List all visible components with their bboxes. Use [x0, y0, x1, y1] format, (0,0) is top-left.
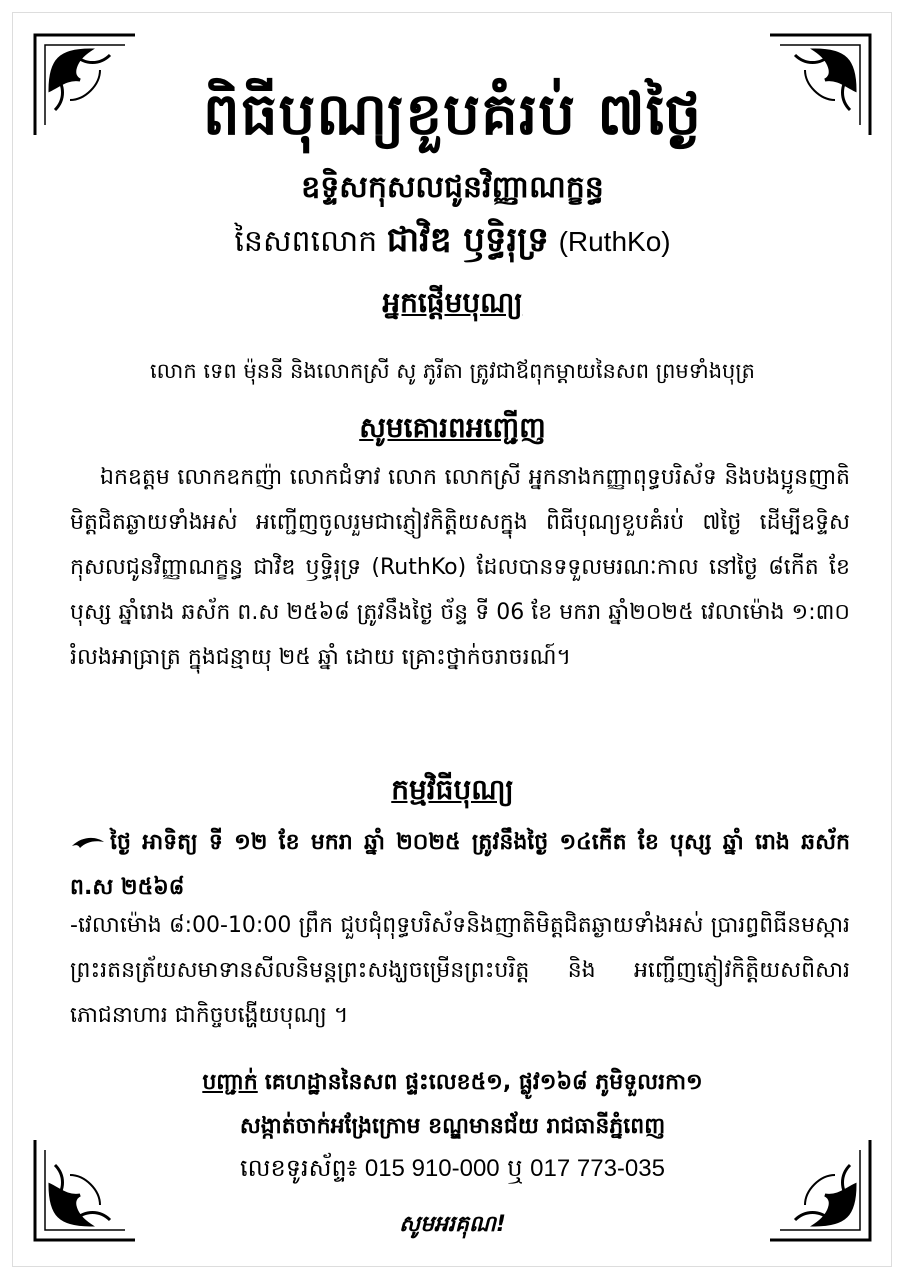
- address-line-2: សង្កាត់ចាក់អង្រែក្រោម ខណ្ឌមានជ័យ រាជធានីភ្នំពេញ: [239, 1114, 666, 1139]
- leaf-bullet-icon: [70, 836, 106, 850]
- deceased-alias: (RuthKo): [558, 226, 671, 257]
- page-title: ពិធីបុណ្យខួបគំរប់ ៧ថ្ងៃ: [202, 80, 703, 148]
- phone-label: លេខទូរស័ព្ទ៖: [240, 1154, 358, 1182]
- phone-number-2: 017 773-035: [530, 1155, 665, 1182]
- address-line-1: [0, 1068, 905, 1100]
- program-date-text: ថ្ងៃ អាទិត្យ ទី ១២ ខែ មករា ឆ្នាំ ២០២៥ ត្រូវនឹងថ្ងៃ ១៤កើត ខែ បុស្ស ឆ្នាំ រោង ឆស័ក ព.ស ២៥៦៨: [70, 830, 850, 900]
- hosts-heading: អ្នកផ្ដើមបុណ្យ: [382, 286, 523, 319]
- phone-or: ឬ: [507, 1154, 523, 1182]
- invitation-text: ឯកឧត្ដម លោកឧកញ៉ា លោកជំទាវ លោក លោកស្រី អ្នកនាងកញ្ញាពុទ្ធបរិស័ទ និងបងប្អូនញាតិមិត្តជិតឆ្ងាយទាំងអស់ អញ្ជើញចូលរួមជាភ្ញៀវកិត្តិយសក្នុង ពិធីបុណ្យខួបគំរប់ ៧ថ្ងៃ ដើម្បីឧទ្ទិសកុសលជូនវិញ្ញាណក្ខន្ធ ជាវិឌ ឫទ្ធិរុទ្រ (RuthKo) ដែលបានទទួលមរណៈកាល នៅថ្ងៃ ៨កើត ខែបុស្ស ឆ្នាំរោង ឆស័ក ព.ស ២៥៦៨ ត្រូវនឹងថ្ងៃ ច័ន្ទ ទី 06 ខែ មករា ឆ្នាំ២០២៥ វេលាម៉ោង ១:៣០ រំលងអាធ្រាត្រ ក្នុងជន្មាយុ ២៥ ឆ្នាំ ដោយ គ្រោះថ្នាក់ចរាចរណ៍។: [70, 465, 850, 670]
- program-date-line: [70, 820, 850, 910]
- phone-line: [0, 1153, 905, 1188]
- deceased-prefix: នៃសពលោក: [234, 224, 378, 259]
- note-label: បញ្ជាក់: [202, 1070, 258, 1095]
- hosts-line: លោក ទេព ម៉ុននី និងលោកស្រី សូ ភូរីតា ត្រូវជាឪពុកម្ដាយនៃសព ព្រមទាំងបុត្រ: [150, 359, 755, 383]
- dedication-line: ឧទ្ទិសកុសលជូនវិញ្ញាណក្ខន្ធ: [301, 170, 604, 205]
- deceased-line: [0, 218, 905, 268]
- invitation-paragraph: [70, 455, 850, 680]
- program-heading: កម្មវិធីបុណ្យ: [391, 773, 514, 806]
- program-schedule: -វេលាម៉ោង ៨:00-10:00 ព្រឹក ជួបជុំពុទ្ធបរិស័ទនិងញាតិមិត្តជិតឆ្ងាយទាំងអស់ ប្រារព្ធពិធីនមស្ការ ព្រះរតនត្រ័យសមាទានសីលនិមន្តព្រះសង្ឃចម្រើនព្រះបរិត្ត និង អញ្ជើញភ្ញៀវកិត្តិយសពិសារភោជនាហារ ជាកិច្ចបង្ហើយបុណ្យ ។: [70, 913, 850, 1028]
- phone-number-1: 015 910-000: [364, 1155, 500, 1182]
- deceased-name: ជាវិឌ ឫទ្ធិរុទ្រ: [386, 220, 550, 260]
- address-text-1: គេហដ្ឋាននៃសព ផ្ទះលេខ៥១, ផ្លូវ១៦៨ ភូមិទួលរកា១: [264, 1070, 703, 1095]
- invitation-heading: សូមគោរពអញ្ជើញ: [359, 411, 546, 444]
- thanks-line: សូមអរគុណ!: [399, 1212, 506, 1237]
